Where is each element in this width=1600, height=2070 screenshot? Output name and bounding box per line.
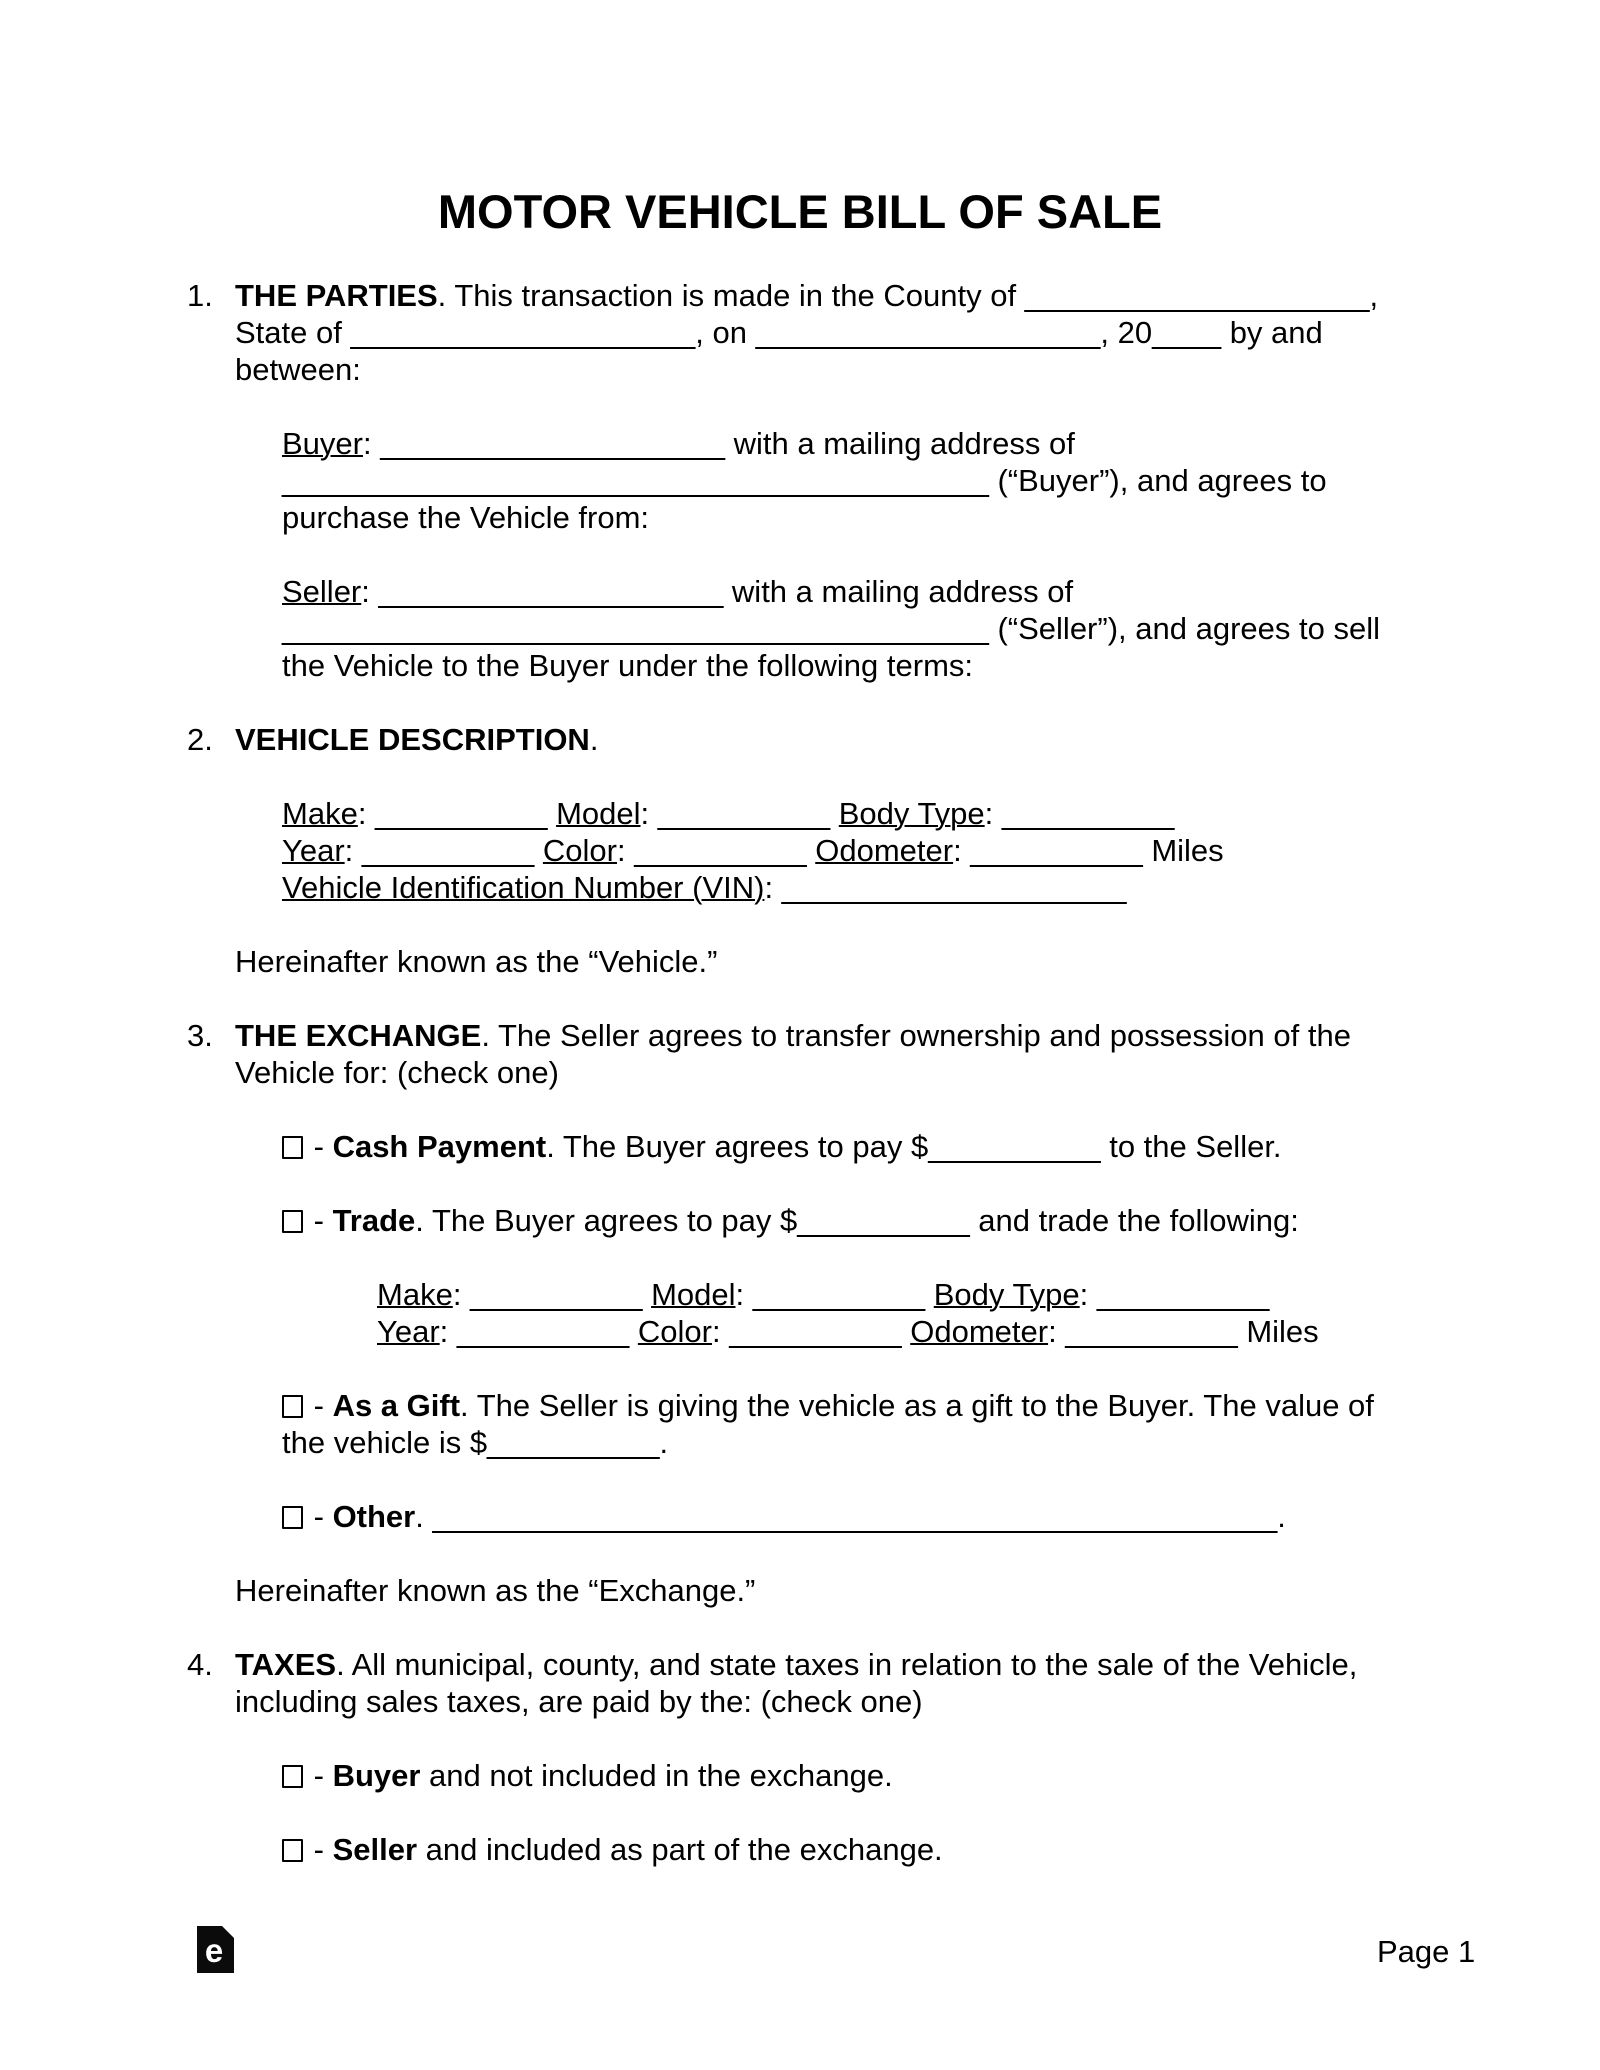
trade-checkbox[interactable] <box>282 1210 303 1233</box>
text-segment: Vehicle for: (check one) <box>235 1055 559 1090</box>
text-segment: . The Seller agrees to transfer ownership and possession of the <box>481 1018 1351 1053</box>
text-segment: Color <box>542 833 617 868</box>
text-segment: Seller <box>282 574 362 609</box>
text-line <box>377 1276 1600 1313</box>
text-segment: : __________ <box>1079 1277 1270 1312</box>
exchange-hereinafter-note <box>0 1572 1600 1609</box>
as-a-gift-checkbox[interactable] <box>282 1395 303 1418</box>
text-segment: : __________ <box>452 1277 652 1312</box>
text-segment: : __________ <box>344 833 543 868</box>
text-line <box>235 351 1600 388</box>
text-segment: : __________ <box>1048 1314 1247 1349</box>
section-1-parties <box>0 277 1600 388</box>
text-segment: Miles <box>1151 833 1224 868</box>
text-segment: _________________________________________ (“Seller”), and agrees to sell <box>282 611 1380 646</box>
text-segment: : __________ <box>640 796 839 831</box>
text-segment: Miles <box>1246 1314 1319 1349</box>
text-segment: Odometer <box>815 833 954 868</box>
section-2-vehicle-description <box>0 721 1600 758</box>
taxes-buyer-option <box>0 1757 1600 1794</box>
text-segment: Year <box>377 1314 440 1349</box>
text-segment: including sales taxes, are paid by the: (check one) <box>235 1684 923 1719</box>
text-segment: Make <box>282 796 358 831</box>
section-4-taxes <box>0 1646 1600 1720</box>
vehicle-hereinafter-note <box>0 943 1600 980</box>
text-segment: the Vehicle to the Buyer under the following terms: <box>282 648 974 683</box>
taxes-buyer-checkbox[interactable] <box>282 1765 303 1788</box>
text-segment: : __________ <box>711 1314 911 1349</box>
text-segment: VEHICLE DESCRIPTION <box>235 722 590 757</box>
text-line <box>282 1128 1600 1165</box>
text-segment: THE EXCHANGE <box>235 1018 482 1053</box>
text-line <box>282 795 1600 832</box>
text-segment: - <box>305 1832 333 1867</box>
document-title: MOTOR VEHICLE BILL OF SALE <box>437 185 1163 238</box>
text-line <box>282 573 1600 610</box>
text-line <box>235 1572 1600 1609</box>
text-line <box>282 1424 1600 1461</box>
list-number: 3. <box>187 1018 213 1053</box>
taxes-seller-checkbox[interactable] <box>282 1839 303 1862</box>
text-segment: . The Buyer agrees to pay $__________ and trade the following: <box>415 1203 1299 1238</box>
text-segment: Buyer <box>332 1758 421 1793</box>
text-segment: between: <box>235 352 361 387</box>
text-segment: . <box>589 722 599 757</box>
text-line <box>187 1646 1600 1683</box>
text-line <box>235 1054 1600 1091</box>
text-segment: . All municipal, county, and state taxes in relation to the sale of the Vehicle, <box>336 1647 1358 1682</box>
cash-payment-checkbox[interactable] <box>282 1136 303 1159</box>
taxes-seller-option <box>0 1831 1600 1868</box>
text-segment: Year <box>282 833 345 868</box>
text-segment: : __________ <box>984 796 1175 831</box>
list-number: 2. <box>187 722 213 757</box>
page-number: Page 1 <box>1377 1934 1476 1969</box>
text-segment: THE PARTIES <box>235 278 438 313</box>
text-segment: TAXES <box>235 1647 337 1682</box>
trade-option <box>0 1202 1600 1239</box>
cash-payment-option <box>0 1128 1600 1165</box>
seller-paragraph <box>0 573 1600 684</box>
text-line <box>282 425 1600 462</box>
text-segment: : __________ <box>357 796 557 831</box>
text-segment: Seller <box>332 1832 418 1867</box>
buyer-paragraph <box>0 425 1600 536</box>
text-segment: Model <box>556 796 641 831</box>
vehicle-description-fields <box>0 795 1600 906</box>
other-checkbox[interactable] <box>282 1506 303 1529</box>
text-segment: Odometer <box>910 1314 1049 1349</box>
text-segment: Hereinafter known as the “Exchange.” <box>235 1573 756 1608</box>
text-line <box>187 1017 1600 1054</box>
text-line <box>282 499 1600 536</box>
text-line <box>282 462 1600 499</box>
text-line <box>282 1498 1600 1535</box>
text-line <box>187 277 1600 314</box>
text-line <box>235 943 1600 980</box>
text-segment: - <box>305 1499 333 1534</box>
text-line <box>377 1313 1600 1350</box>
text-segment: and included as part of the exchange. <box>417 1832 943 1867</box>
text-segment: . This transaction is made in the County of ____________________, <box>437 278 1379 313</box>
text-segment: Vehicle Identification Number (VIN) <box>282 870 765 905</box>
text-segment: - <box>305 1129 333 1164</box>
text-segment: Color <box>637 1314 712 1349</box>
list-number: 1. <box>187 278 213 313</box>
text-segment: State of ____________________, on ____________________, 20____ by and <box>235 315 1323 350</box>
text-segment: Trade <box>332 1203 416 1238</box>
text-segment: - <box>305 1758 333 1793</box>
text-segment: Body Type <box>933 1277 1080 1312</box>
eforms-document-icon <box>197 1926 234 1973</box>
gift-option <box>0 1387 1600 1461</box>
text-segment: purchase the Vehicle from: <box>282 500 650 535</box>
text-segment: Buyer <box>282 426 363 461</box>
text-segment: : __________ <box>439 1314 638 1349</box>
text-segment: Body Type <box>838 796 985 831</box>
text-segment: . _________________________________________________. <box>415 1499 1286 1534</box>
text-segment: Make <box>377 1277 453 1312</box>
text-segment: the vehicle is $__________. <box>282 1425 669 1460</box>
trade-vehicle-fields <box>0 1276 1600 1350</box>
text-segment: - <box>305 1388 333 1423</box>
text-segment: : ____________________ with a mailing address of <box>361 574 1074 609</box>
text-segment: : __________ <box>953 833 1152 868</box>
text-line <box>282 1831 1600 1868</box>
text-segment: : ____________________ <box>764 870 1127 905</box>
text-line <box>187 721 1600 758</box>
text-segment: Cash Payment <box>332 1129 547 1164</box>
text-segment: Hereinafter known as the “Vehicle.” <box>235 944 718 979</box>
text-segment: : __________ <box>616 833 816 868</box>
text-line <box>282 1757 1600 1794</box>
text-line <box>282 1387 1600 1424</box>
text-line <box>235 314 1600 351</box>
text-segment: : ____________________ with a mailing address of <box>362 426 1075 461</box>
text-line <box>282 610 1600 647</box>
other-option <box>0 1498 1600 1535</box>
text-segment: Other <box>332 1499 416 1534</box>
text-line <box>282 832 1600 869</box>
text-segment: . The Buyer agrees to pay $__________ to the Seller. <box>546 1129 1282 1164</box>
text-line <box>235 1683 1600 1720</box>
text-line <box>282 1202 1600 1239</box>
text-segment: . The Seller is giving the vehicle as a gift to the Buyer. The value of <box>460 1388 1374 1423</box>
logo-letter: e <box>204 1932 224 1969</box>
text-segment: As a Gift <box>332 1388 461 1423</box>
text-segment: _________________________________________ (“Buyer”), and agrees to <box>282 463 1327 498</box>
section-3-exchange <box>0 1017 1600 1091</box>
list-number: 4. <box>187 1647 213 1682</box>
document-body <box>0 277 1600 1868</box>
text-line <box>282 869 1600 906</box>
text-segment: and not included in the exchange. <box>420 1758 893 1793</box>
text-segment: Model <box>651 1277 736 1312</box>
text-segment: : __________ <box>735 1277 934 1312</box>
text-segment: - <box>305 1203 333 1238</box>
text-line <box>282 647 1600 684</box>
